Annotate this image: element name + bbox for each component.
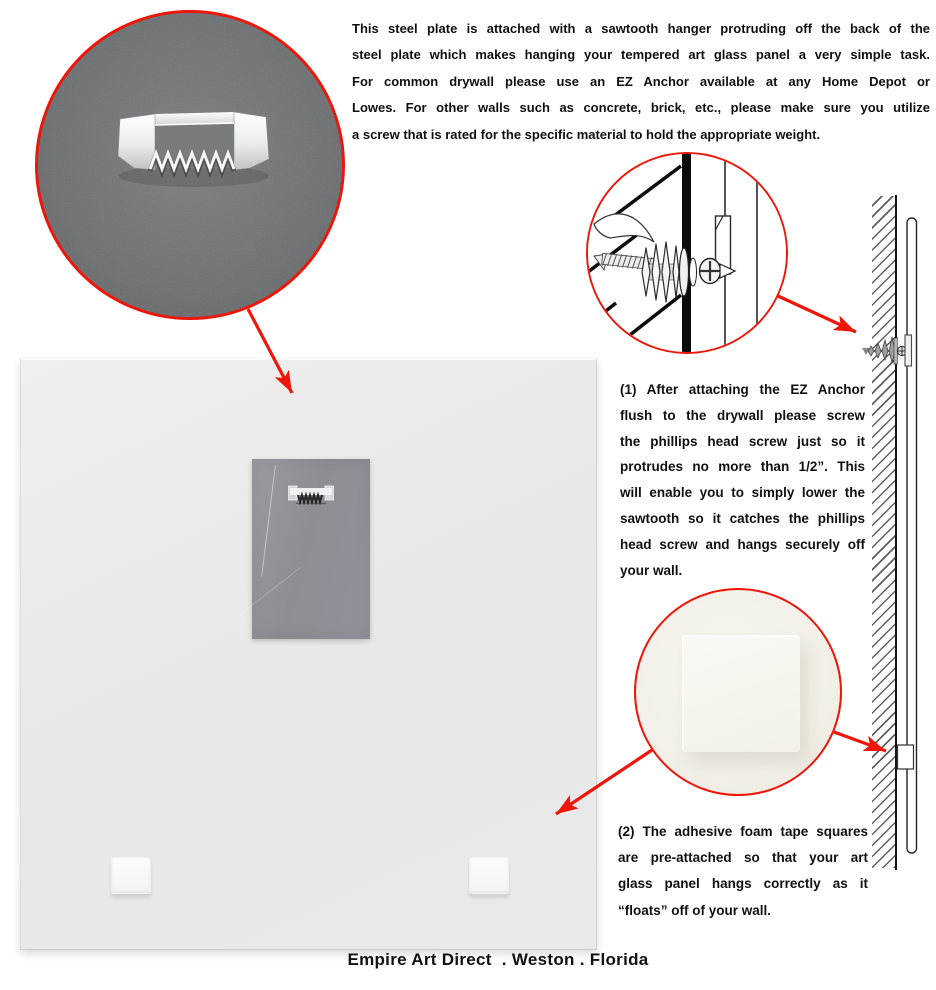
- text-line: a screw that is rated for the specific material to hold the appropriate weight.: [352, 126, 821, 142]
- sawtooth-hanger-closeup-circle: [35, 10, 345, 320]
- plate-scratch: [232, 567, 300, 621]
- foam-tape-closeup-circle: [634, 588, 842, 796]
- text-line: flush to the drywall please screw: [620, 407, 865, 423]
- text-line: protrudes no more than 1/2”. This: [620, 459, 865, 475]
- intro-paragraph: [352, 16, 930, 148]
- text-line: (1) After attaching the EZ Anchor: [620, 382, 865, 397]
- text-line: glass panel hangs correctly as it: [618, 876, 868, 892]
- foam-tape-square-icon: [682, 635, 800, 752]
- anchor-side-view: [862, 335, 912, 366]
- text-line: your wall.: [620, 562, 683, 578]
- brand-footer: Empire Art Direct . Weston . Florida: [347, 950, 649, 969]
- text-line: head screw and hangs securely off: [620, 536, 865, 552]
- sawtooth-hanger-icon: [38, 13, 345, 320]
- text-line: sawtooth so it catches the phillips: [620, 510, 865, 526]
- text-line: will enable you to simply lower the: [620, 485, 865, 501]
- text-line: (2) The adhesive foam tape squares: [618, 824, 868, 839]
- wall-side-view-diagram: [858, 190, 936, 880]
- text-line: Lowes. For other walls such as concrete, brick, etc., please make sure you utilize: [352, 100, 930, 116]
- steel-plate: [252, 459, 370, 639]
- foam-tape-side-view: [898, 745, 914, 769]
- plate-scratch: [261, 465, 276, 576]
- foam-tape-square-left: [111, 857, 151, 894]
- step-2-text: [618, 819, 868, 924]
- sawtooth-hanger-icon-small: [288, 485, 334, 505]
- arrow-anchor-to-wall: [778, 296, 856, 332]
- foam-tape-square-right: [469, 857, 509, 894]
- text-line: This steel plate is attached with a sawtooth hanger protruding off the back of the: [352, 21, 930, 36]
- ez-anchor-icon: [588, 154, 788, 354]
- text-line: “floats” off of your wall.: [618, 902, 772, 918]
- step-1-text: [620, 377, 865, 583]
- ez-anchor-diagram-circle: [586, 152, 788, 354]
- text-line: are pre-attached so that your art: [618, 850, 868, 866]
- text-line: the phillips head screw just so it: [620, 433, 865, 449]
- art-glass-panel-back: [20, 358, 597, 950]
- text-line: steel plate which makes hanging your tempered art glass panel a very simple task.: [352, 47, 930, 63]
- text-line: For common drywall please use an EZ Anchor available at any Home Depot or: [352, 73, 930, 89]
